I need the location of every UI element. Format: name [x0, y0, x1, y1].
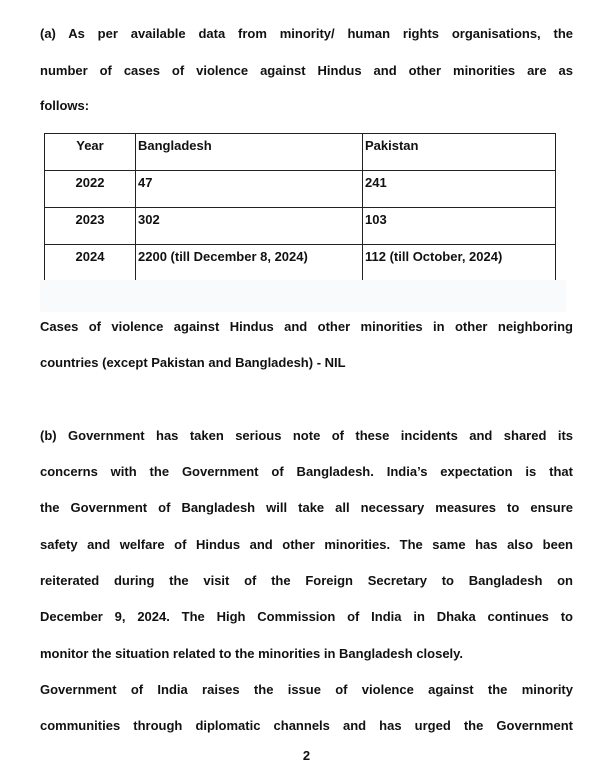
para-a-line-2: number of cases of violence against Hindus and other minorities are as — [40, 63, 573, 78]
cell-bangladesh: 2200 (till December 8, 2024) — [136, 245, 363, 282]
header-bangladesh: Bangladesh — [136, 134, 363, 171]
cell-bangladesh: 47 — [136, 171, 363, 208]
cell-pakistan: 241 — [363, 171, 556, 208]
table-header-row — [45, 134, 556, 171]
para-a-line-1: (a) As per available data from minority/ human rights organisations, the — [40, 26, 573, 41]
page-number: 2 — [302, 748, 311, 763]
note-line-1: Cases of violence against Hindus and other minorities in other neighboring — [40, 319, 573, 334]
table-row — [45, 208, 556, 245]
table-row — [45, 245, 556, 282]
para-b-line-9: communities through diplomatic channels and has urged the Government — [40, 718, 573, 733]
para-b-line-4: safety and welfare of Hindus and other minorities. The same has also been — [40, 537, 573, 552]
table-row — [45, 171, 556, 208]
cell-year: 2024 — [45, 245, 136, 282]
shaded-region — [40, 280, 566, 312]
header-pakistan: Pakistan — [363, 134, 556, 171]
note-line-2: countries (except Pakistan and Bangladesh) - NIL — [40, 355, 346, 370]
header-year: Year — [45, 134, 136, 171]
para-b-line-5: reiterated during the visit of the Foreign Secretary to Bangladesh on — [40, 573, 573, 588]
para-b-line-8: Government of India raises the issue of violence against the minority — [40, 682, 573, 697]
violence-cases-table — [44, 133, 556, 282]
cell-bangladesh: 302 — [136, 208, 363, 245]
cell-year: 2023 — [45, 208, 136, 245]
para-b-line-2: concerns with the Government of Bangladesh. India’s expectation is that — [40, 464, 573, 479]
para-b-line-3: the Government of Bangladesh will take all necessary measures to ensure — [40, 500, 573, 515]
cell-year: 2022 — [45, 171, 136, 208]
cell-pakistan: 112 (till October, 2024) — [363, 245, 556, 282]
para-b-line-7: monitor the situation related to the minorities in Bangladesh closely. — [40, 646, 464, 661]
para-b-line-1: (b) Government has taken serious note of these incidents and shared its — [40, 428, 573, 443]
para-a-line-3: follows: — [40, 98, 90, 113]
cell-pakistan: 103 — [363, 208, 556, 245]
para-b-line-6: December 9, 2024. The High Commission of India in Dhaka continues to — [40, 609, 573, 624]
